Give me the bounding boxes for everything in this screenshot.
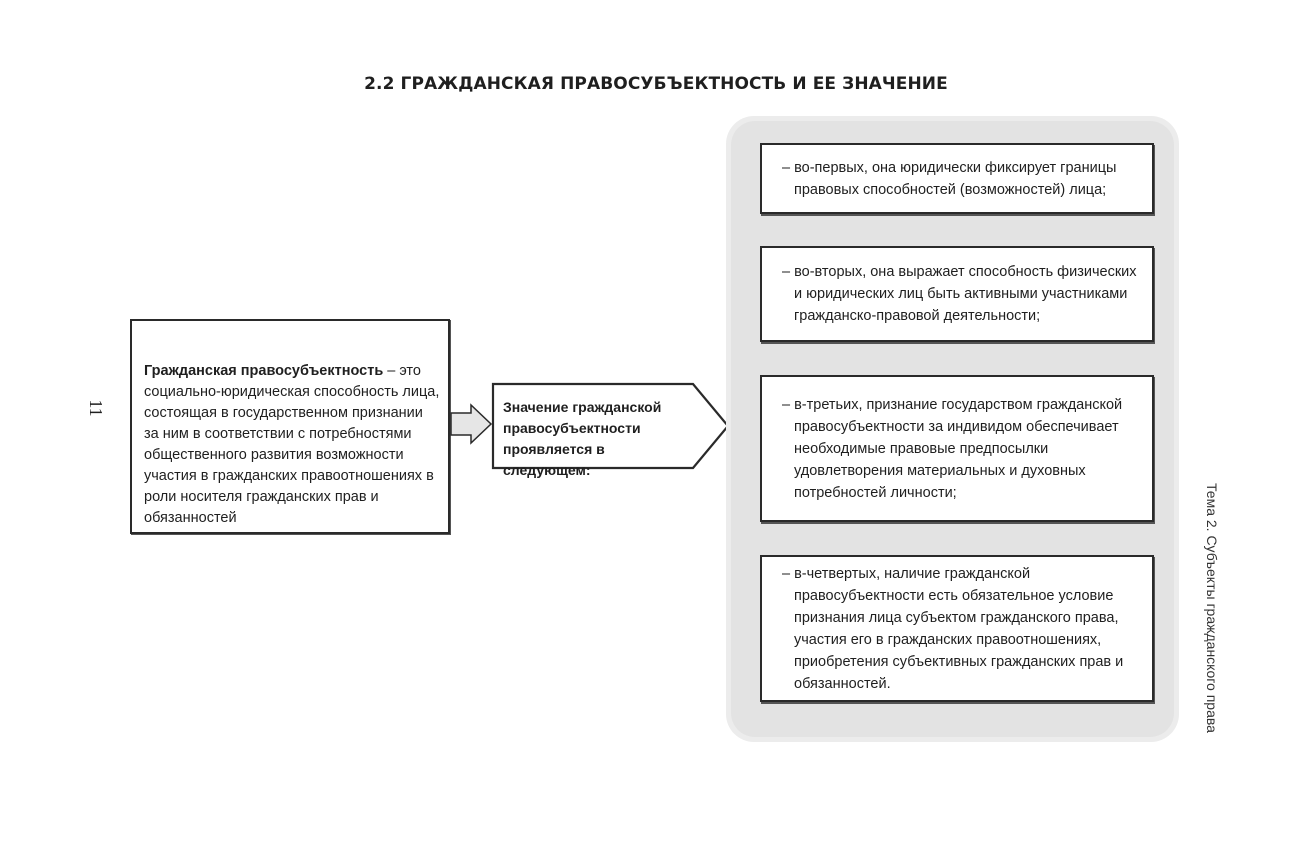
list-item-text: – в-четвертых, наличие гражданской правосубъектности есть обязательное условие признания лица субъектом гражданского права, участия его в гражданских правоотношениях, приобретения субъективных гражданских прав и обязанностей. xyxy=(782,565,1124,692)
right-arrow-icon xyxy=(449,403,493,445)
page-number: 11 xyxy=(86,399,106,417)
list-item-text: – во-вторых, она выражает способность физических и юридических лиц быть активными участниками гражданско-правовой деятельности; xyxy=(782,264,1137,324)
significance-label: Значение гражданской правосубъектности проявляется в следующем: xyxy=(503,399,662,478)
definition-term: Гражданская правосубъектность xyxy=(144,363,384,379)
definition-box xyxy=(130,319,450,534)
page-title: 2.2 ГРАЖДАНСКАЯ ПРАВОСУБЪЕКТНОСТЬ И ЕЕ ЗНАЧЕНИЕ xyxy=(364,74,948,94)
list-item-text: – в-третьих, признание государством гражданской правосубъектности за индивидом обеспечивает необходимые правовые предпосылки удовлетворения материальных и духовных потребностей личности; xyxy=(782,396,1123,501)
list-item-4 xyxy=(760,555,1154,702)
list-item-1 xyxy=(760,143,1154,214)
list-item-3 xyxy=(760,375,1154,522)
list-item-text: – во-первых, она юридически фиксирует границы правовых способностей (возможностей) лица; xyxy=(782,159,1117,198)
definition-text: – это социально-юридическая способность лица, состоящая в государственном признании за ним в соответствии с потребностями общественного развития возможности участия в гражданских правоотношениях в роли носителя гражданских прав и обязанностей xyxy=(144,363,440,526)
list-item-2 xyxy=(760,246,1154,342)
running-head: Тема 2. Субъекты гражданского права xyxy=(1204,483,1220,733)
